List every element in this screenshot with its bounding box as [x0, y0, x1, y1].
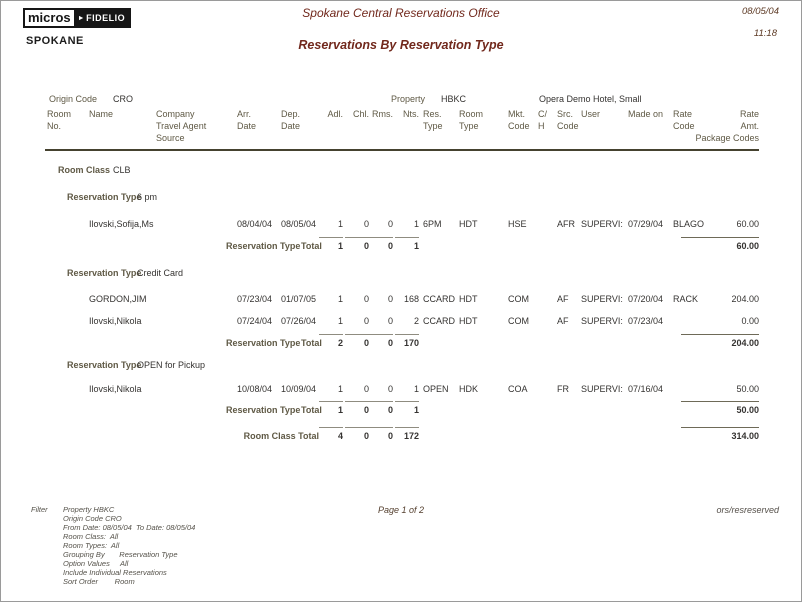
- amount-underline: [681, 237, 759, 238]
- total-underline: [319, 427, 343, 428]
- room-class-label: Room Class: [58, 165, 111, 175]
- chl: 0: [363, 384, 369, 394]
- mkt-code: COA: [508, 384, 528, 394]
- res-type: CCARD: [423, 294, 456, 304]
- user: SUPERVI:: [581, 219, 623, 229]
- col-travel-agent: Travel Agent: [156, 121, 207, 131]
- rate-amt: 50.00: [736, 384, 759, 394]
- group-total-row: [1, 338, 801, 350]
- col-chl: Chl.: [352, 109, 369, 119]
- total-underline: [395, 237, 419, 238]
- src-code: AFR: [557, 219, 575, 229]
- total-rms: 0: [387, 405, 393, 415]
- col-company: Company: [156, 109, 195, 119]
- col-rate-amt2: Amt.: [740, 121, 759, 131]
- guest-name: GORDON,JIM: [89, 294, 147, 304]
- col-no: No.: [47, 121, 62, 131]
- guest-name: Ilovski,Nikola: [89, 384, 142, 394]
- guest-name: Ilovski,Nikola: [89, 316, 142, 326]
- run-date: 08/05/04: [742, 6, 779, 17]
- nts: 168: [403, 294, 419, 304]
- total-underline: [395, 427, 419, 428]
- col-user: User: [581, 109, 601, 119]
- reservation-type-label: Reservation Type: [67, 192, 142, 202]
- hotel-name: Opera Demo Hotel, Small: [539, 94, 642, 104]
- total-word: Total: [301, 241, 322, 251]
- report-id: ors/resreserved: [716, 505, 779, 515]
- mkt-code: COM: [508, 294, 529, 304]
- total-underline: [369, 427, 393, 428]
- made-on: 07/23/04: [628, 316, 664, 326]
- reservation-type-label: Reservation Type: [67, 268, 142, 278]
- col-made-on: Made on: [628, 109, 664, 119]
- total-amt: 314.00: [731, 431, 759, 441]
- column-header-row-2: [1, 121, 801, 133]
- total-underline: [319, 237, 343, 238]
- made-on: 07/20/04: [628, 294, 664, 304]
- table-row: [1, 316, 801, 328]
- fidelio-logo-text: FIDELIO: [86, 13, 126, 23]
- user: SUPERVI:: [581, 294, 623, 304]
- total-label: Reservation Type: [226, 405, 301, 415]
- total-adl: 2: [337, 338, 343, 348]
- col-rate-code: Rate: [673, 109, 693, 119]
- filter-line: From Date: 08/05/04 To Date: 08/05/04: [63, 523, 196, 532]
- nts: 1: [413, 384, 419, 394]
- filter-line: Property HBKC: [63, 505, 115, 514]
- res-type: 6PM: [423, 219, 442, 229]
- total-underline: [395, 401, 419, 402]
- table-row: [1, 294, 801, 306]
- col-mkt-code: Mkt.: [508, 109, 525, 119]
- room-class-total-label: Room Class Total: [243, 431, 319, 441]
- total-underline: [369, 237, 393, 238]
- room-type: HDT: [459, 294, 478, 304]
- arr-date: 07/23/04: [237, 294, 273, 304]
- filter-label: Filter: [31, 505, 48, 514]
- filter-line: Origin Code CRO: [63, 514, 122, 523]
- room-class-total-row: [1, 431, 801, 443]
- total-underline: [395, 334, 419, 335]
- room-type: HDT: [459, 316, 478, 326]
- mkt-code: COM: [508, 316, 529, 326]
- col-rms: Rms.: [372, 109, 393, 119]
- filter-line: Room Class: All: [63, 532, 119, 541]
- total-rms: 0: [387, 338, 393, 348]
- col-dep: Dep.: [281, 109, 301, 119]
- total-underline: [345, 237, 369, 238]
- res-type: CCARD: [423, 316, 456, 326]
- rms: 0: [387, 316, 393, 326]
- reservation-type-value: Credit Card: [137, 268, 184, 278]
- report-title: Reservations By Reservation Type: [298, 38, 504, 52]
- filter-line: Room Types: All: [63, 541, 120, 550]
- origin-code-label: Origin Code: [49, 94, 98, 104]
- adl: 1: [337, 294, 343, 304]
- src-code: FR: [557, 384, 569, 394]
- property-code-value: HBKC: [441, 94, 467, 104]
- src-code: AF: [557, 294, 569, 304]
- guest-name: Ilovski,Sofija,Ms: [89, 219, 154, 229]
- col-rate-code2: Code: [673, 121, 695, 131]
- dep-date: 08/05/04: [281, 219, 317, 229]
- total-underline: [369, 401, 393, 402]
- total-underline: [319, 334, 343, 335]
- total-underline: [345, 401, 369, 402]
- col-rate-amt: Rate: [739, 109, 759, 119]
- column-header-row-1: [1, 109, 801, 121]
- total-adl: 1: [337, 405, 343, 415]
- property-label: Property: [391, 94, 426, 104]
- total-adl: 4: [337, 431, 343, 441]
- made-on: 07/29/04: [628, 219, 664, 229]
- arrow-icon: ►: [77, 14, 86, 22]
- amount-underline: [681, 401, 759, 402]
- room-type: HDT: [459, 219, 478, 229]
- total-underline: [369, 334, 393, 335]
- col-ch: C/: [538, 109, 547, 119]
- group-header: [1, 360, 801, 372]
- rate-amt: 0.00: [741, 316, 759, 326]
- col-src-code: Src.: [557, 109, 574, 119]
- mkt-code: HSE: [508, 219, 527, 229]
- col-adl: Adl.: [327, 109, 343, 119]
- dep-date: 10/09/04: [281, 384, 317, 394]
- user: SUPERVI:: [581, 316, 623, 326]
- arr-date: 07/24/04: [237, 316, 273, 326]
- filter-line: Include Individual Reservations: [63, 568, 167, 577]
- total-rms: 0: [387, 431, 393, 441]
- nts: 1: [413, 219, 419, 229]
- nts: 2: [413, 316, 419, 326]
- total-chl: 0: [363, 431, 369, 441]
- total-word: Total: [301, 405, 322, 415]
- col-room-type2: Type: [459, 121, 479, 131]
- origin-code-value: CRO: [113, 94, 133, 104]
- reservation-type-label: Reservation Type: [67, 360, 142, 370]
- col-package-codes: Package Codes: [695, 133, 759, 143]
- chl: 0: [363, 219, 369, 229]
- total-chl: 0: [363, 338, 369, 348]
- info-row: [1, 94, 801, 106]
- room-class-row: [1, 165, 801, 177]
- col-nts: Nts.: [402, 109, 419, 119]
- filter-line: Sort Order Room: [63, 577, 135, 586]
- total-adl: 1: [337, 241, 343, 251]
- dep-date: 07/26/04: [281, 316, 317, 326]
- total-amt: 60.00: [736, 241, 759, 251]
- chl: 0: [363, 294, 369, 304]
- total-amt: 50.00: [736, 405, 759, 415]
- total-chl: 0: [363, 405, 369, 415]
- total-label: Reservation Type: [226, 338, 301, 348]
- col-arr-date: Date: [237, 121, 257, 131]
- total-nts: 1: [413, 241, 419, 251]
- page-number: Page 1 of 2: [377, 505, 425, 515]
- col-h: H: [538, 121, 545, 131]
- made-on: 07/16/04: [628, 384, 664, 394]
- arr-date: 10/08/04: [237, 384, 273, 394]
- col-name: Name: [89, 109, 114, 119]
- group-total-row: [1, 241, 801, 253]
- total-underline: [319, 401, 343, 402]
- room-class-value: CLB: [113, 165, 131, 175]
- amount-underline: [681, 334, 759, 335]
- col-res-type: Res.: [423, 109, 442, 119]
- adl: 1: [337, 219, 343, 229]
- rate-code: BLAGO: [673, 219, 705, 229]
- table-row: [1, 219, 801, 231]
- table-row: [1, 384, 801, 396]
- total-label: Reservation Type: [226, 241, 301, 251]
- total-rms: 0: [387, 241, 393, 251]
- amount-underline: [681, 427, 759, 428]
- rate-amt: 60.00: [736, 219, 759, 229]
- dep-date: 01/07/05: [281, 294, 317, 304]
- user: SUPERVI:: [581, 384, 623, 394]
- col-res-type2: Type: [423, 121, 443, 131]
- group-header: [1, 192, 801, 204]
- office-title: Spokane Central Reservations Office: [302, 6, 500, 20]
- arr-date: 08/04/04: [237, 219, 273, 229]
- col-room: Room: [47, 109, 72, 119]
- total-underline: [345, 427, 369, 428]
- total-underline: [345, 334, 369, 335]
- rate-code: RACK: [673, 294, 699, 304]
- res-type: OPEN: [423, 384, 449, 394]
- chl: 0: [363, 316, 369, 326]
- run-time: 11:18: [753, 28, 777, 39]
- total-amt: 204.00: [731, 338, 759, 348]
- header-rule: [45, 149, 759, 151]
- column-header-row-3: [1, 133, 801, 145]
- adl: 1: [337, 316, 343, 326]
- total-chl: 0: [363, 241, 369, 251]
- group-header: [1, 268, 801, 280]
- src-code: AF: [557, 316, 569, 326]
- rms: 0: [387, 384, 393, 394]
- col-mkt-code2: Code: [508, 121, 530, 131]
- rms: 0: [387, 294, 393, 304]
- property-name: SPOKANE: [26, 35, 84, 47]
- rms: 0: [387, 219, 393, 229]
- reservation-type-value: OPEN for Pickup: [137, 360, 206, 370]
- total-nts: 170: [403, 338, 419, 348]
- micros-logo-text: micros: [28, 10, 71, 25]
- col-src-code2: Code: [557, 121, 579, 131]
- adl: 1: [337, 384, 343, 394]
- total-word: Total: [301, 338, 322, 348]
- total-nts: 1: [413, 405, 419, 415]
- filter-line: Grouping By Reservation Type: [63, 550, 178, 559]
- rate-amt: 204.00: [731, 294, 759, 304]
- col-source: Source: [156, 133, 185, 143]
- room-type: HDK: [459, 384, 479, 394]
- reservation-type-value: 6 pm: [137, 192, 158, 202]
- col-dep-date: Date: [281, 121, 301, 131]
- col-room-type: Room: [459, 109, 484, 119]
- filter-line: Option Values All: [63, 559, 129, 568]
- group-total-row: [1, 405, 801, 417]
- col-arr: Arr.: [237, 109, 252, 119]
- total-nts: 172: [403, 431, 419, 441]
